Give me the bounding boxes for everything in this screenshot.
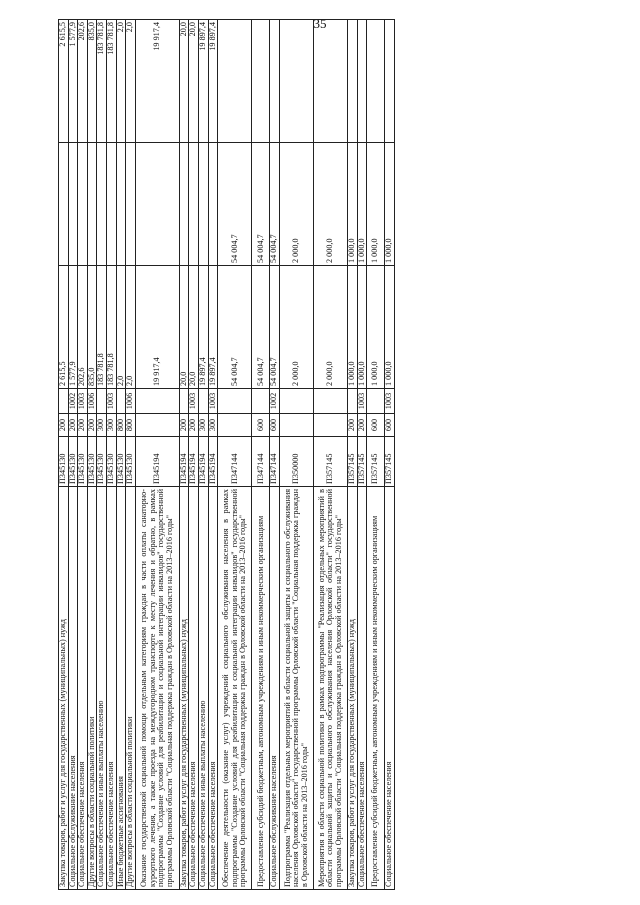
row-amount-col2-cell [116, 143, 126, 266]
row-code-cell: П347144 [252, 437, 270, 487]
row-code-cell: П347144 [270, 437, 280, 487]
row-expense-type-cell: 300 [107, 414, 117, 437]
row-amount-col2-cell [107, 143, 117, 266]
row-name-cell: Социальное обеспечение населения [385, 487, 395, 890]
row-amount-total-cell: 2,0 [116, 266, 126, 389]
row-amount-col2-cell [78, 143, 88, 266]
row-code-cell: П357145 [313, 437, 347, 487]
row-name-cell: Обеспечение деятельности (оказание услуг) учреждений социального обслуживания населения в рамках подпрограммы "Создание условий для реабилитации и социальной интеграции инвалидов" государственной программы Орловской области "Социальная поддержка граждан в Орловской области на 2013–2016 годы" [218, 487, 252, 890]
row-amount-col2-cell [126, 143, 136, 266]
row-amount-total-cell: 1 000,0 [385, 266, 395, 389]
row-amount-col2-cell [68, 143, 78, 266]
row-amount-col2-cell: 1 000,0 [357, 143, 367, 266]
row-amount-col3-cell: 19 917,4 [135, 20, 179, 143]
row-expense-type-cell: 200 [179, 414, 189, 437]
row-expense-type-cell: 300 [208, 414, 218, 437]
row-section-cell: 1003 [189, 389, 199, 414]
row-amount-col2-cell [59, 143, 69, 266]
row-expense-type-cell [313, 414, 347, 437]
row-code-cell: П345130 [59, 437, 69, 487]
row-code-cell: П345130 [107, 437, 117, 487]
row-expense-type-cell: 200 [347, 414, 357, 437]
row-amount-col3-cell [218, 20, 252, 143]
row-amount-col2-cell: 1 000,0 [367, 143, 385, 266]
row-expense-type-cell: 600 [385, 414, 395, 437]
table-row [357, 20, 367, 890]
row-code-cell: П345130 [116, 437, 126, 487]
row-name-cell: Оказание государственной социальной помощи отдельным категориям граждан в части оплаты санаторно-курортного лечения, а также проезда на междугородном транспорте к месту лечения и обратно, в рамках подпрограммы "Создание условий для реабилитации и социальной интеграции инвалидов" государственной программы Орловской области "Социальная поддержка граждан в Орловской области на 2013–2016 годы" [135, 487, 179, 890]
row-name-cell: Мероприятия в области социальной политики в рамках подпрограммы "Реализация отдельных мероприятий в области социальной защиты и социального обслуживания населения Орловской области" государственной программы Орловской области "Социальная поддержка граждан в Орловской области на 2013–2016 годы" [313, 487, 347, 890]
row-code-cell: П345194 [199, 437, 209, 487]
row-expense-type-cell: 200 [78, 414, 88, 437]
table-row [135, 20, 179, 890]
row-code-cell: П345130 [97, 437, 107, 487]
row-code-cell: П357145 [347, 437, 357, 487]
table-row [279, 20, 313, 890]
row-code-cell: П345130 [78, 437, 88, 487]
row-code-cell: П347144 [218, 437, 252, 487]
row-amount-col3-cell: 2,0 [116, 20, 126, 143]
row-section-cell: 1003 [385, 389, 395, 414]
table-row [208, 20, 218, 890]
row-amount-col3-cell: 183 781,8 [97, 20, 107, 143]
row-expense-type-cell: 200 [87, 414, 97, 437]
row-name-cell: Другие вопросы в области социальной политики [87, 487, 97, 890]
row-code-cell: П345130 [87, 437, 97, 487]
row-section-cell: 1003 [357, 389, 367, 414]
row-expense-type-cell: 300 [199, 414, 209, 437]
table-row [199, 20, 209, 890]
row-name-cell: Иные бюджетные ассигнования [116, 487, 126, 890]
row-amount-col3-cell: 19 897,4 [199, 20, 209, 143]
row-code-cell: П357145 [367, 437, 385, 487]
row-name-cell: Социальное обслуживание населения [270, 487, 280, 890]
row-amount-col3-cell: 2 615,5 [59, 20, 69, 143]
row-name-cell: Социальное обеспечение населения [208, 487, 218, 890]
row-section-cell [347, 389, 357, 414]
row-section-cell: 1006 [126, 389, 136, 414]
table-row [78, 20, 88, 890]
row-code-cell: П357145 [385, 437, 395, 487]
row-name-cell: Социальное обслуживание населения [68, 487, 78, 890]
row-amount-col3-cell [252, 20, 270, 143]
row-expense-type-cell: 200 [59, 414, 69, 437]
budget-table-body [59, 20, 395, 890]
row-section-cell: 1002 [68, 389, 78, 414]
row-amount-col2-cell: 54 004,7 [218, 143, 252, 266]
row-amount-col2-cell: 1 000,0 [385, 143, 395, 266]
row-amount-total-cell: 2 000,0 [279, 266, 313, 389]
row-name-cell: Социальное обеспечение населения [357, 487, 367, 890]
row-name-cell: Социальное обеспечение и иные выплаты населению [97, 487, 107, 890]
row-amount-total-cell: 183 781,8 [97, 266, 107, 389]
row-code-cell: П345130 [68, 437, 78, 487]
row-amount-total-cell: 183 781,8 [107, 266, 117, 389]
row-name-cell: Другие вопросы в области социальной политики [126, 487, 136, 890]
row-name-cell: Предоставление субсидий бюджетным, автономным учреждениям и иным некоммерческим организациям [252, 487, 270, 890]
row-amount-col2-cell [199, 143, 209, 266]
table-row [126, 20, 136, 890]
row-amount-col3-cell: 20,0 [189, 20, 199, 143]
row-amount-col2-cell [135, 143, 179, 266]
row-amount-col2-cell: 1 000,0 [347, 143, 357, 266]
table-row [270, 20, 280, 890]
table-row [313, 20, 347, 890]
row-section-cell: 1003 [208, 389, 218, 414]
row-expense-type-cell: 200 [189, 414, 199, 437]
row-amount-total-cell: 2 000,0 [313, 266, 347, 389]
row-section-cell [218, 389, 252, 414]
row-expense-type-cell: 200 [357, 414, 367, 437]
row-name-cell: Закупка товаров, работ и услуг для государственных (муниципальных) нужд [179, 487, 189, 890]
row-section-cell: 1002 [270, 389, 280, 414]
row-expense-type-cell [279, 414, 313, 437]
row-amount-total-cell: 835,0 [87, 266, 97, 389]
budget-table [58, 19, 395, 890]
row-amount-col2-cell: 2 000,0 [279, 143, 313, 266]
row-code-cell: П345194 [179, 437, 189, 487]
row-amount-col2-cell: 2 000,0 [313, 143, 347, 266]
row-amount-total-cell: 202,6 [78, 266, 88, 389]
row-name-cell: Социальное обеспечение и иные выплаты населению [199, 487, 209, 890]
row-amount-col3-cell: 1 577,9 [68, 20, 78, 143]
row-name-cell: Социальное обеспечение населения [189, 487, 199, 890]
row-amount-total-cell: 1 577,9 [68, 266, 78, 389]
row-amount-col2-cell: 54 004,7 [270, 143, 280, 266]
row-amount-col2-cell [208, 143, 218, 266]
row-section-cell [367, 389, 385, 414]
row-amount-col3-cell [357, 20, 367, 143]
row-amount-col2-cell [179, 143, 189, 266]
row-expense-type-cell: 800 [116, 414, 126, 437]
row-amount-col3-cell [279, 20, 313, 143]
row-code-cell: П345130 [126, 437, 136, 487]
row-amount-col2-cell [189, 143, 199, 266]
row-section-cell [279, 389, 313, 414]
row-amount-col2-cell [97, 143, 107, 266]
rotated-table-container [58, 22, 578, 890]
row-section-cell: 1003 [78, 389, 88, 414]
row-amount-total-cell: 54 004,7 [218, 266, 252, 389]
page-number: 35 [313, 16, 327, 31]
row-amount-total-cell: 20,0 [189, 266, 199, 389]
row-amount-total-cell: 2 615,5 [59, 266, 69, 389]
row-name-cell: Предоставление субсидий бюджетным, автономным учреждениям и иным некоммерческим организациям [367, 487, 385, 890]
row-amount-col3-cell: 2,0 [126, 20, 136, 143]
row-expense-type-cell [135, 414, 179, 437]
row-code-cell: П345194 [208, 437, 218, 487]
row-code-cell: П345194 [135, 437, 179, 487]
row-section-cell [59, 389, 69, 414]
table-row [252, 20, 270, 890]
row-section-cell: 1006 [87, 389, 97, 414]
row-amount-total-cell: 54 004,7 [252, 266, 270, 389]
row-code-cell: П345194 [189, 437, 199, 487]
row-expense-type-cell: 600 [270, 414, 280, 437]
row-expense-type-cell: 800 [126, 414, 136, 437]
row-amount-col3-cell [385, 20, 395, 143]
row-section-cell [252, 389, 270, 414]
table-row [367, 20, 385, 890]
row-amount-total-cell: 1 000,0 [347, 266, 357, 389]
row-section-cell [199, 389, 209, 414]
row-amount-total-cell: 1 000,0 [357, 266, 367, 389]
table-row [385, 20, 395, 890]
row-amount-col3-cell [313, 20, 347, 143]
row-amount-total-cell: 2,0 [126, 266, 136, 389]
table-row [59, 20, 69, 890]
row-amount-total-cell: 19 897,4 [199, 266, 209, 389]
row-amount-total-cell: 20,0 [179, 266, 189, 389]
row-name-cell: Социальное обеспечение населения [107, 487, 117, 890]
row-amount-total-cell: 19 897,4 [208, 266, 218, 389]
row-amount-col3-cell: 183 781,8 [107, 20, 117, 143]
row-amount-total-cell: 19 917,4 [135, 266, 179, 389]
row-section-cell: 1003 [107, 389, 117, 414]
table-row [347, 20, 357, 890]
row-code-cell: П357145 [357, 437, 367, 487]
row-expense-type-cell: 200 [68, 414, 78, 437]
row-expense-type-cell: 600 [367, 414, 385, 437]
row-name-cell: Закупка товаров, работ и услуг для государственных (муниципальных) нужд [347, 487, 357, 890]
row-amount-col3-cell [367, 20, 385, 143]
row-amount-col3-cell: 835,0 [87, 20, 97, 143]
row-amount-col3-cell: 202,6 [78, 20, 88, 143]
row-amount-total-cell: 1 000,0 [367, 266, 385, 389]
row-amount-col2-cell [87, 143, 97, 266]
row-name-cell: Социальное обеспечение населения [78, 487, 88, 890]
row-amount-col3-cell: 19 897,4 [208, 20, 218, 143]
row-section-cell [313, 389, 347, 414]
table-row [218, 20, 252, 890]
row-code-cell: П350000 [279, 437, 313, 487]
row-expense-type-cell [218, 414, 252, 437]
rotated-table-frame [58, 22, 578, 890]
row-amount-col3-cell [270, 20, 280, 143]
table-row [107, 20, 117, 890]
row-amount-total-cell: 54 004,7 [270, 266, 280, 389]
row-amount-col3-cell [347, 20, 357, 143]
row-expense-type-cell: 300 [97, 414, 107, 437]
row-name-cell: Закупка товаров, работ и услуг для государственных (муниципальных) нужд [59, 487, 69, 890]
row-amount-col2-cell: 54 004,7 [252, 143, 270, 266]
row-name-cell: Подпрограмма "Реализация отдельных мероприятий в области социальной защиты и социального обслуживания населения Орловской области" государственной программы Орловской области "Социальная поддержка граждан в Орловской области на 2013–2016 годы" [279, 487, 313, 890]
row-amount-col3-cell: 20,0 [179, 20, 189, 143]
row-expense-type-cell: 600 [252, 414, 270, 437]
row-section-cell [135, 389, 179, 414]
